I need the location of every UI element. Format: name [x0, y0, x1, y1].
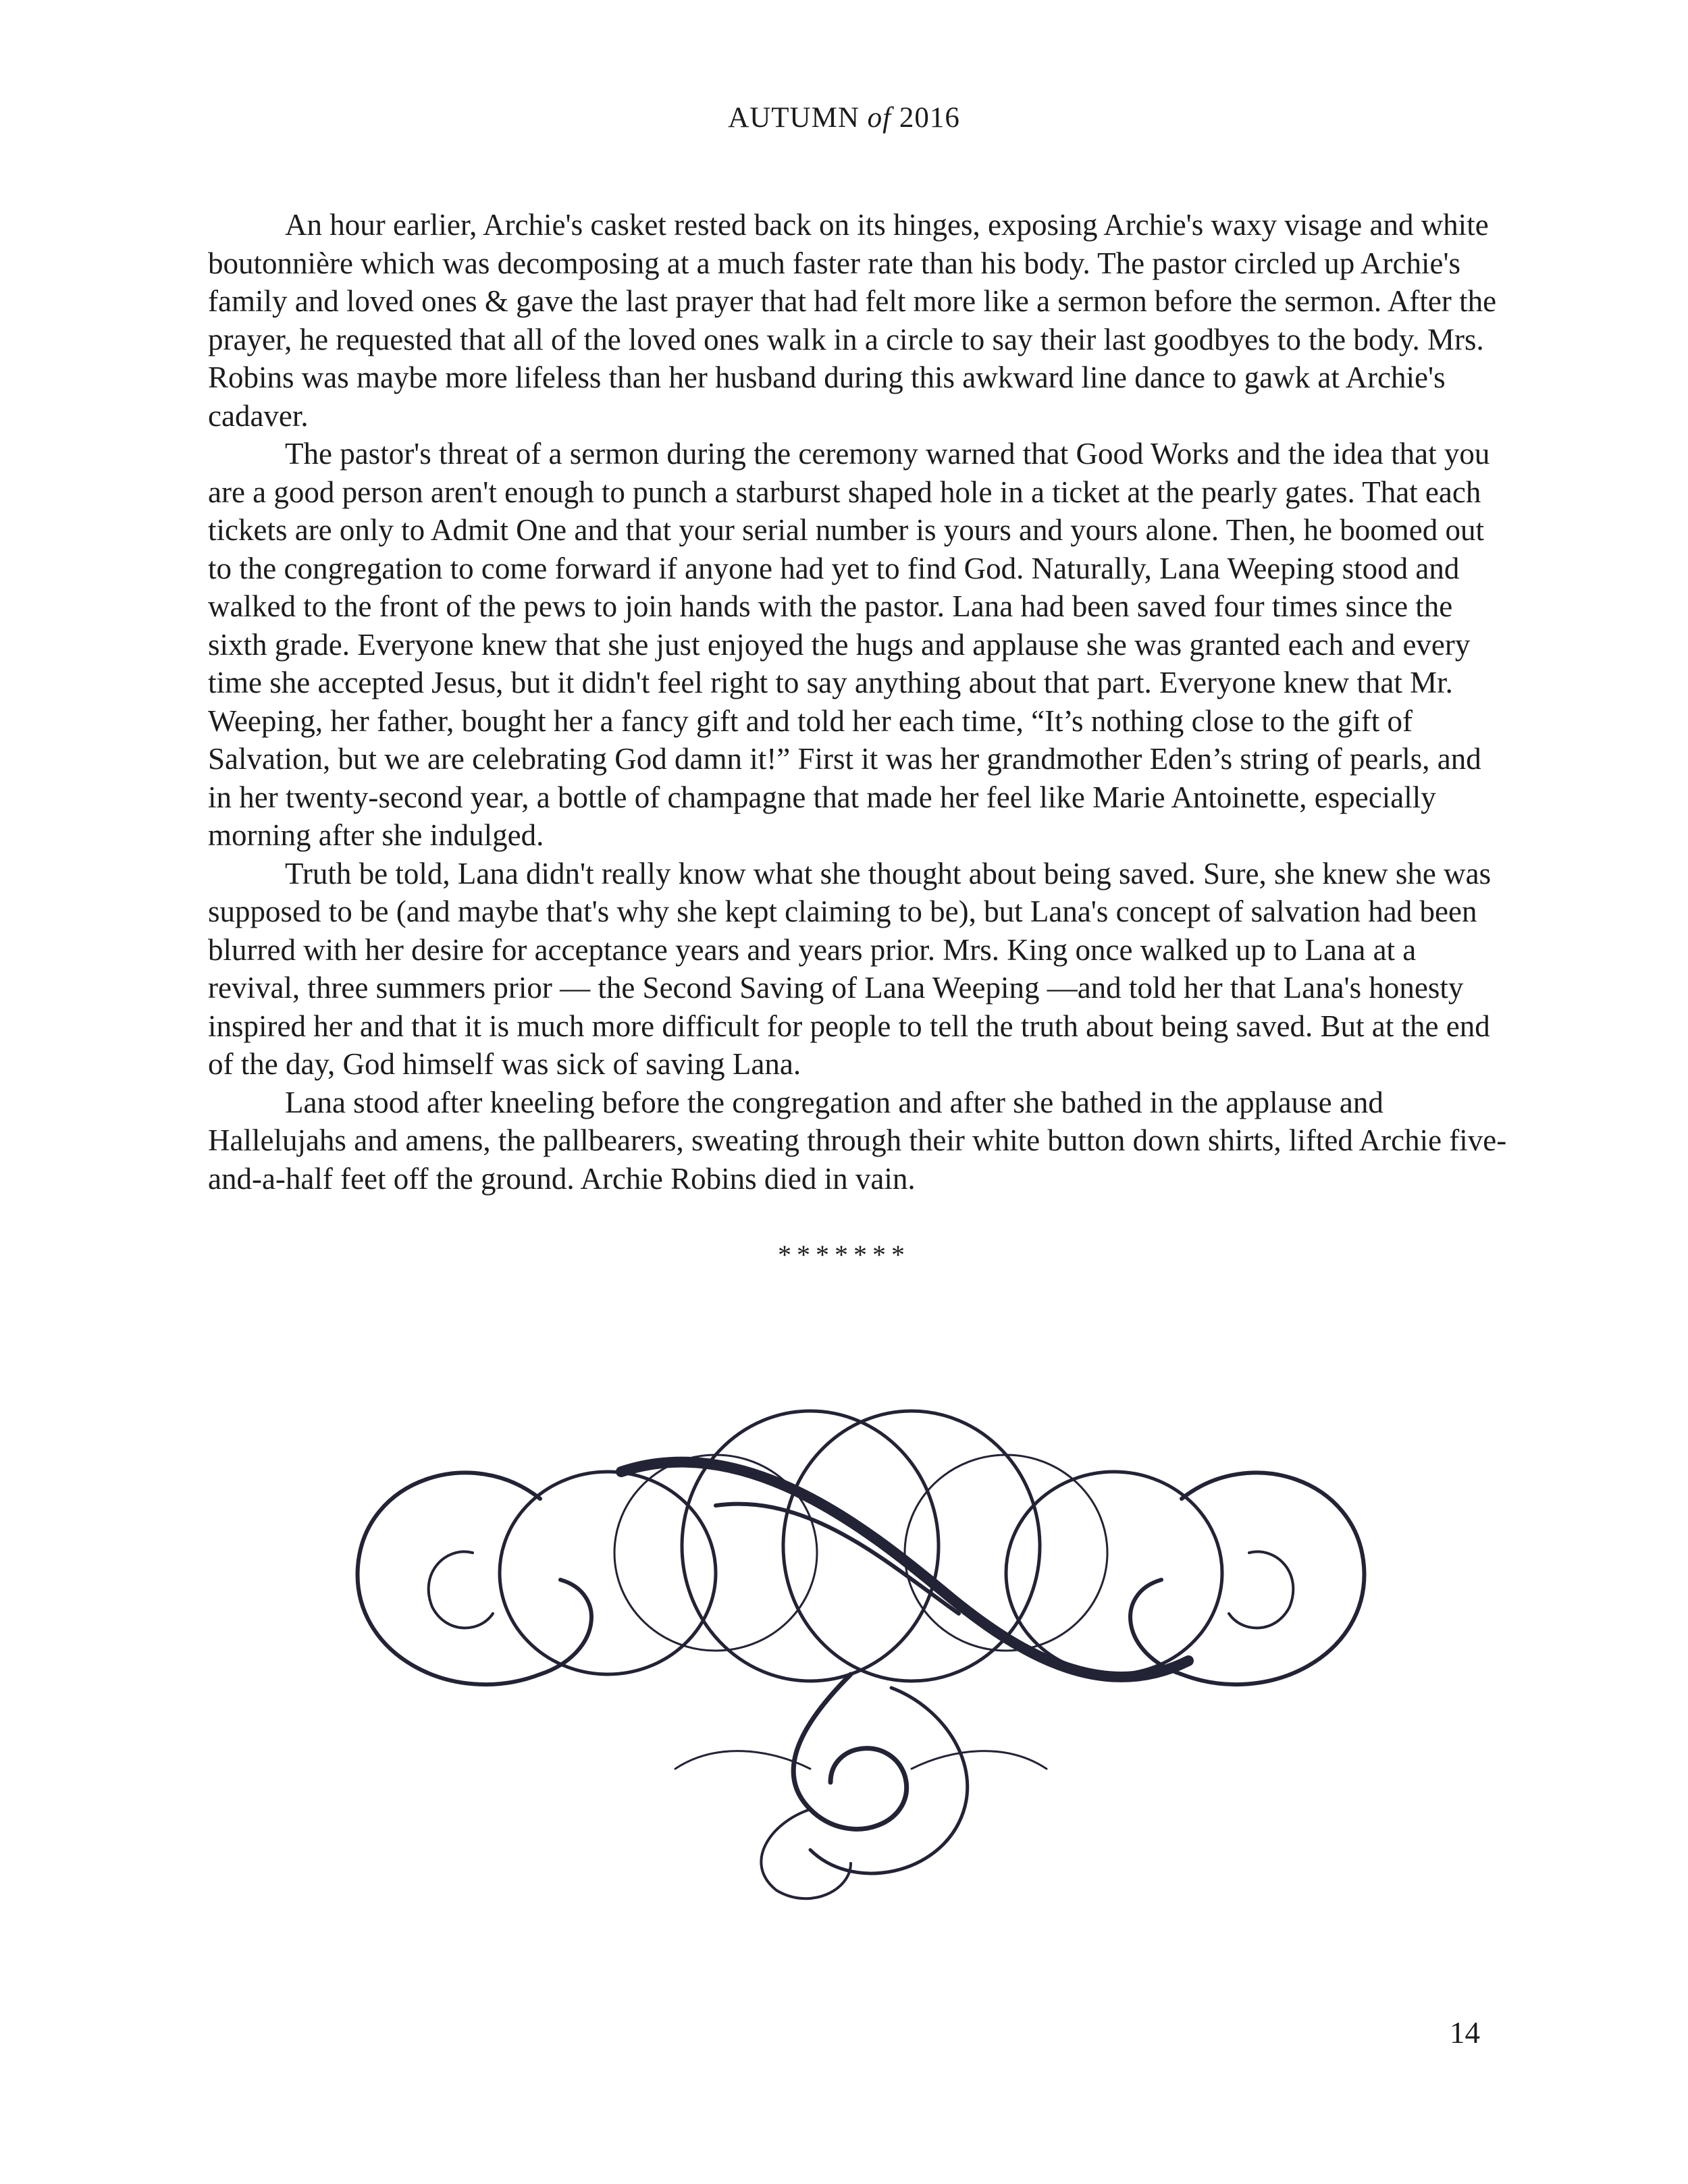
paragraph: An hour earlier, Archie's casket rested back on its hinges, exposing Archie's waxy visage and white boutonnière which was decomposing at a much faster rate than his body. The pastor circled up Archie's family and loved ones & gave the last prayer that had felt more like a sermon before the sermon. After the prayer, he requested that all of the loved ones walk in a circle to say their last goodbyes to the body. Mrs. Robins was maybe more lifeless than her husband during this awkward line dance to gawk at Archie's cadaver. [208, 208, 1497, 433]
calligraphic-flourish-icon [338, 1391, 1384, 1911]
paragraph: Truth be told, Lana didn't really know what she thought about being saved. Sure, she knew she was supposed to be (and maybe that's why she kept claiming to be), but Lana's concept of salvation had been blurred with her desire for acceptance years and years prior. Mrs. King once walked up to Lana at a revival, three summers prior — the Second Saving of Lana Weeping —and told her that Lana's honesty inspired her and that it is much more difficult for people to tell the truth about being saved. But at the end of the day, God himself was sick of saving Lana. [208, 856, 1492, 1081]
story-body [208, 206, 1511, 1198]
page-number: 14 [1450, 2016, 1480, 2050]
paragraph: Lana stood after kneeling before the congregation and after she bathed in the applause and Hallelujahs and amens, the pallbearers, sweating through their white button down shirts, lifted Archie five-and-a-half feet off the ground. Archie Robins died in vain. [208, 1085, 1507, 1196]
header-year: 2016 [891, 102, 960, 134]
header-of: of [867, 102, 892, 134]
header-autumn: AUTUMN [728, 102, 868, 134]
paragraph: The pastor's threat of a sermon during the ceremony warned that Good Works and the idea that you are a good person aren't enough to punch a starburst shaped hole in a ticket at the pearly gates. That each tickets are only to Admit One and that your serial number is yours and yours alone. Then, he boomed out to the congregation to come forward if anyone had yet to find God. Naturally, Lana Weeping stood and walked to the front of the pews to join hands with the pastor. Lana had been saved four times since the sixth grade. Everyone knew that she just enjoyed the hugs and applause she was granted each and every time she accepted Jesus, but it didn't feel right to say anything about that part. Everyone knew that Mr. Weeping, her father, bought her a fancy gift and told her each time, “It’s nothing close to the gift of Salvation, but we are celebrating God damn it!” First it was her grandmother Eden’s string of pearls, and in her twenty-second year, a bottle of champagne that made her feel like Marie Antoinette, especially morning after she indulged. [208, 437, 1490, 852]
section-separator: ******* [778, 1240, 910, 1270]
running-header [0, 101, 1688, 134]
